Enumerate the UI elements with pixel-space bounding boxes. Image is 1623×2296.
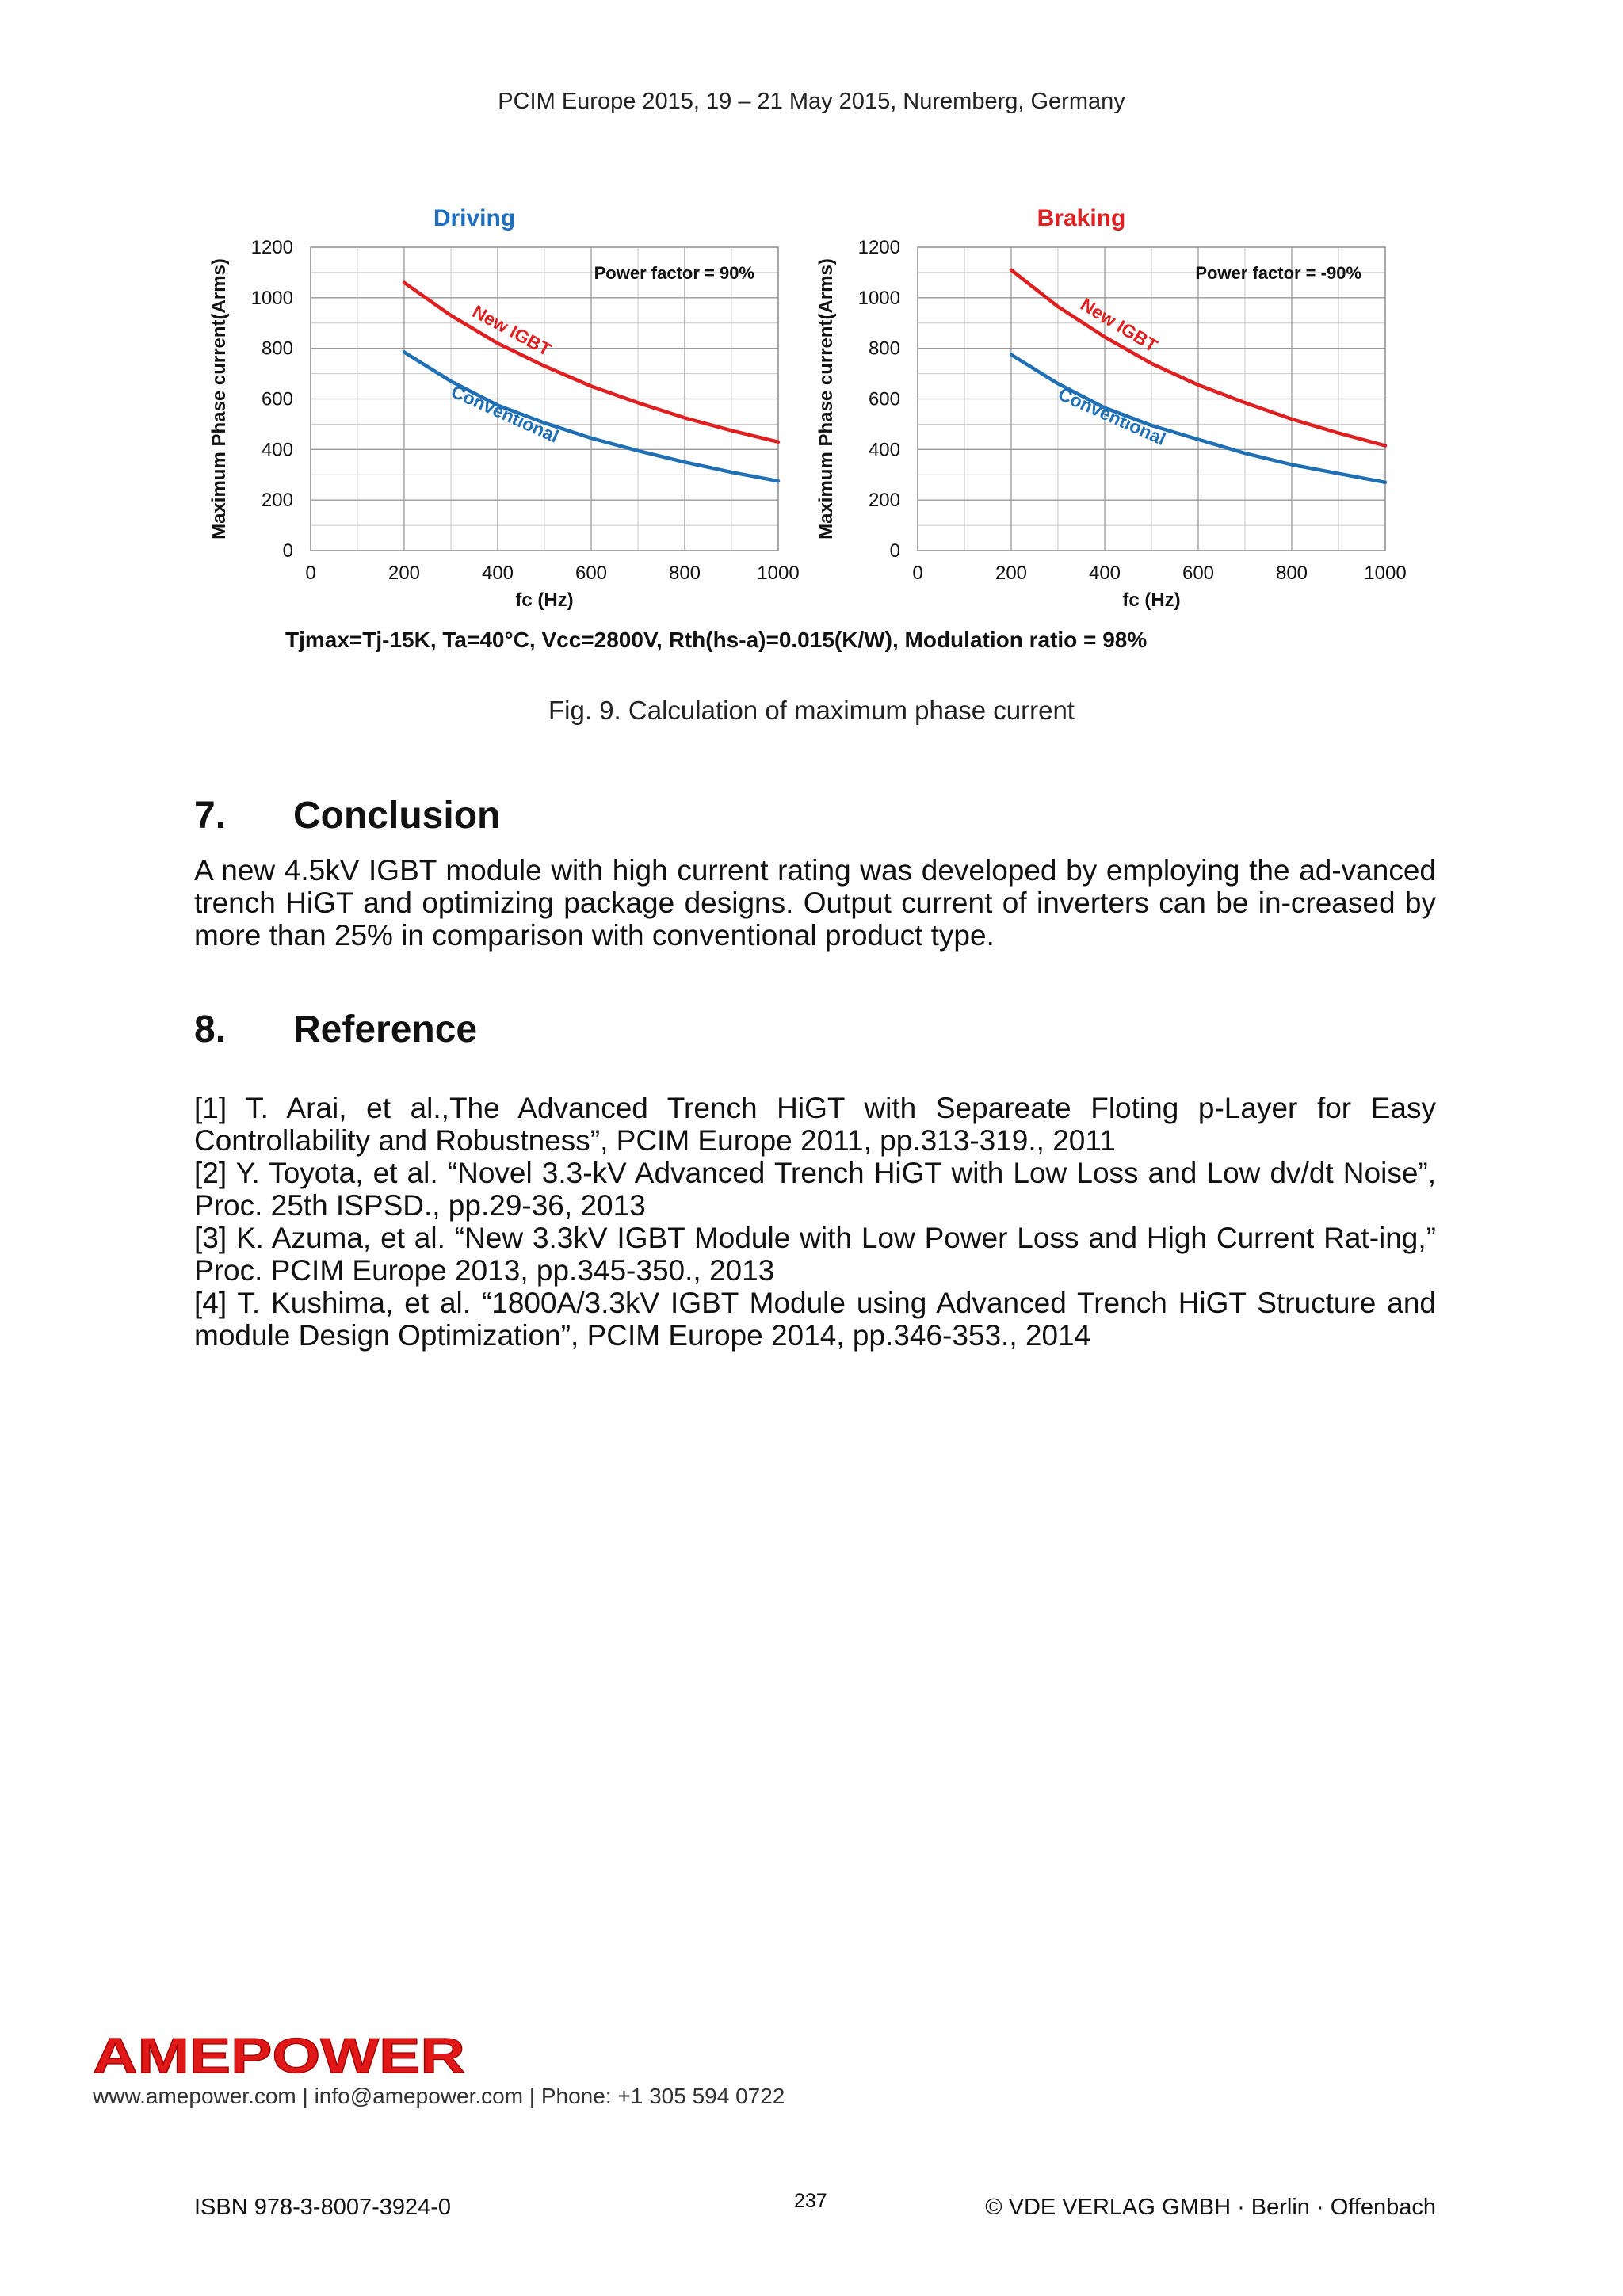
- x-axis-label: fc (Hz): [515, 589, 574, 611]
- contact-line: www.amepower.com | info@amepower.com | Phone: +1 305 594 0722: [93, 2084, 785, 2108]
- series-label: New IGBT: [468, 300, 555, 360]
- section-heading-conclusion: [194, 794, 500, 837]
- x-tick-label: 0: [305, 563, 316, 584]
- section-title: Conclusion: [293, 795, 501, 837]
- x-tick-label: 0: [912, 563, 923, 584]
- chart-title: Braking: [1037, 205, 1126, 231]
- y-tick-label: 0: [889, 540, 900, 562]
- y-tick-label: 200: [868, 490, 900, 512]
- svg-text:AMEPOWER: AMEPOWER: [93, 2033, 465, 2079]
- page-number: 237: [794, 2190, 827, 2212]
- section-title: Reference: [293, 1009, 478, 1051]
- chart-title: Driving: [433, 205, 516, 231]
- chart-conditions: Tjmax=Tj-15K, Ta=40°C, Vcc=2800V, Rth(hs-a)=0.015(K/W), Modulation ratio = 98%: [285, 627, 1148, 652]
- amepower-logo: [93, 2033, 505, 2083]
- chart-braking: [815, 190, 1528, 611]
- section-number: 8.: [194, 1009, 227, 1051]
- y-tick-label: 200: [261, 490, 293, 512]
- x-tick-label: 600: [575, 563, 608, 584]
- footer-copyright: © VDE VERLAG GMBH · Berlin · Offenbach: [985, 2195, 1436, 2220]
- x-tick-label: 400: [1088, 563, 1121, 584]
- chart-driving-svg: [208, 190, 921, 611]
- y-tick-label: 400: [868, 439, 900, 461]
- running-header: PCIM Europe 2015, 19 – 21 May 2015, Nuremberg, Germany: [498, 89, 1125, 114]
- x-tick-label: 400: [481, 563, 514, 584]
- figure-caption: Fig. 9. Calculation of maximum phase current: [548, 696, 1075, 725]
- y-tick-label: 1000: [250, 287, 293, 309]
- chart-braking-svg: [815, 190, 1528, 611]
- power-factor-annotation: Power factor = -90%: [1195, 263, 1361, 283]
- x-tick-label: 200: [995, 563, 1028, 584]
- y-tick-label: 1000: [857, 287, 900, 309]
- x-tick-label: 1000: [1364, 563, 1407, 584]
- x-tick-label: 200: [388, 563, 421, 584]
- y-tick-label: 1200: [857, 237, 900, 258]
- series-label: Conventional: [448, 380, 563, 447]
- reference-item: [3] K. Azuma, et al. “New 3.3kV IGBT Module with Low Power Loss and High Current Rat-ing,” Proc. PCIM Europe 2013, pp.345-350., 2013: [194, 1222, 1436, 1287]
- x-tick-label: 800: [668, 563, 701, 584]
- x-tick-label: 1000: [757, 563, 800, 584]
- y-tick-label: 600: [261, 388, 293, 410]
- x-tick-label: 800: [1275, 563, 1308, 584]
- reference-list: [194, 1092, 1436, 1352]
- y-tick-label: 0: [282, 540, 293, 562]
- footer-isbn: ISBN 978-3-8007-3924-0: [194, 2195, 452, 2220]
- y-tick-label: 800: [868, 338, 900, 360]
- reference-item: [1] T. Arai, et al.,The Advanced Trench HiGT with Separeate Floting p-Layer for Easy Controllability and Robustness”, PCIM Europe 2011, pp.313-319., 2011: [194, 1092, 1436, 1157]
- y-tick-label: 1200: [250, 237, 293, 258]
- x-axis-label: fc (Hz): [1122, 589, 1181, 611]
- section-number: 7.: [194, 795, 227, 837]
- y-axis-label: Maximum Phase current(Arms): [815, 258, 837, 540]
- series-label: New IGBT: [1076, 293, 1162, 357]
- power-factor-annotation: Power factor = 90%: [594, 263, 754, 283]
- y-tick-label: 600: [868, 388, 900, 410]
- conclusion-paragraph: A new 4.5kV IGBT module with high current rating was developed by employing the ad-vanced trench HiGT and optimizing package designs. Output current of inverters can be in-creased by more than 25% in comparison with conventional product type.: [194, 854, 1436, 952]
- series-label: Conventional: [1055, 383, 1170, 450]
- y-tick-label: 800: [261, 338, 293, 360]
- x-tick-label: 600: [1182, 563, 1215, 584]
- reference-item: [4] T. Kushima, et al. “1800A/3.3kV IGBT Module using Advanced Trench HiGT Structure and module Design Optimization”, PCIM Europe 2014, pp.346-353., 2014: [194, 1287, 1436, 1352]
- chart-driving: [208, 190, 921, 611]
- reference-item: [2] Y. Toyota, et al. “Novel 3.3-kV Advanced Trench HiGT with Low Loss and Low dv/dt Noise”, Proc. 25th ISPSD., pp.29-36, 2013: [194, 1157, 1436, 1222]
- y-tick-label: 400: [261, 439, 293, 461]
- y-axis-label: Maximum Phase current(Arms): [208, 258, 230, 540]
- section-heading-reference: [194, 1008, 477, 1051]
- amepower-logo-art: [93, 2033, 505, 2079]
